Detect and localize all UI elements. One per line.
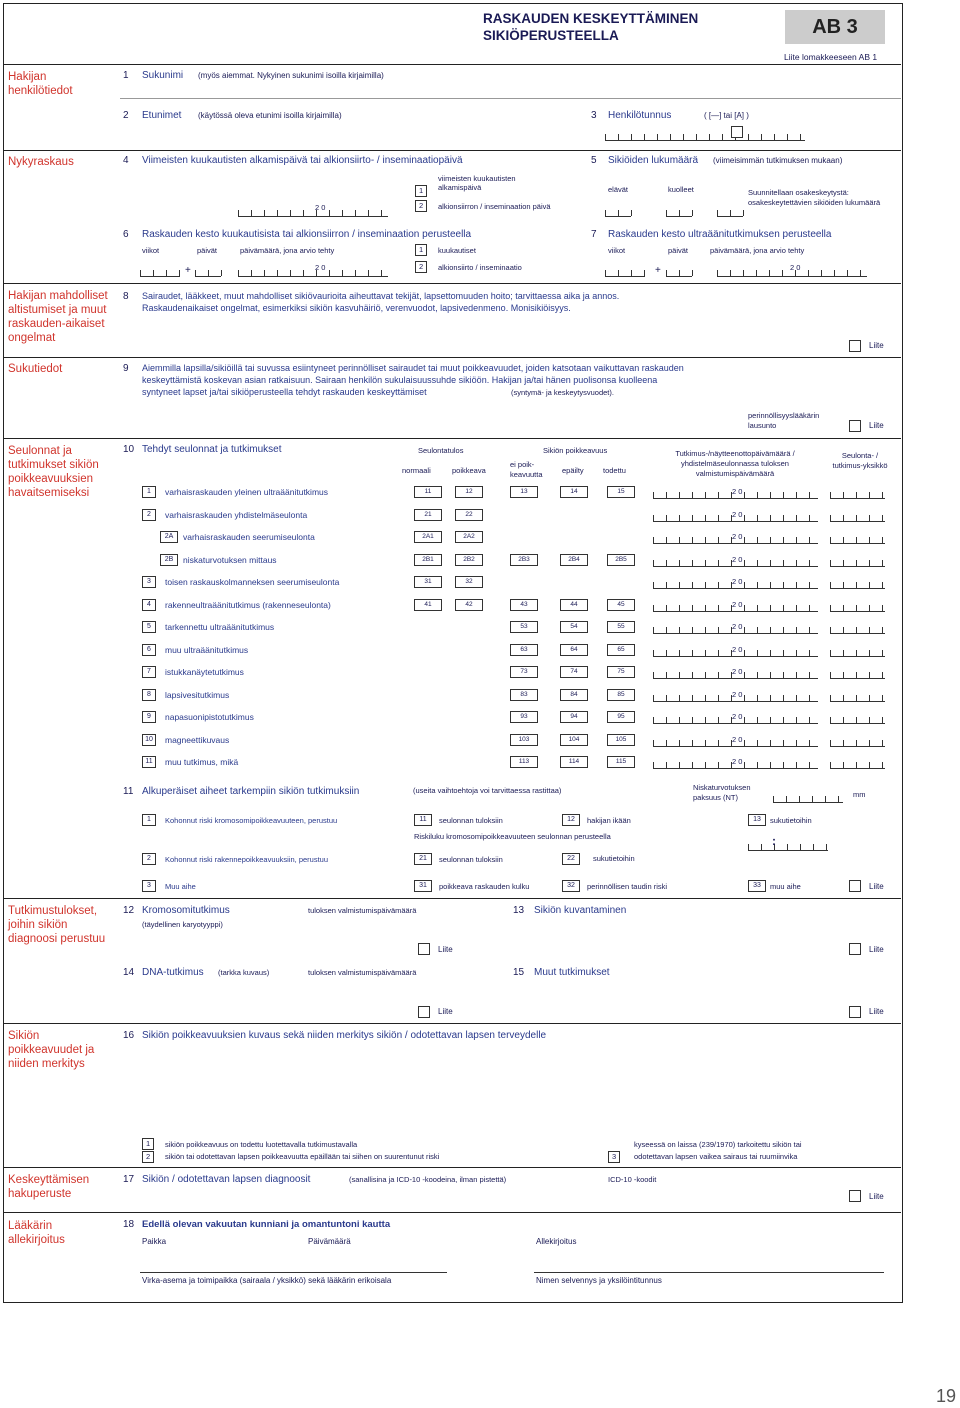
- indications-note: (useita vaihtoehtoja voi tarvittaessa rastittaa): [413, 786, 562, 795]
- field-number: 14: [123, 967, 135, 978]
- weeks-label: viikot: [608, 246, 626, 255]
- result-date-label: tuloksen valmistumispäivämäärä: [308, 968, 417, 977]
- indication-13-checkbox[interactable]: 13: [748, 814, 766, 826]
- screening-unit-input[interactable]: [830, 666, 885, 679]
- header-normal: normaali: [402, 466, 431, 475]
- screening-row-number: 11: [142, 756, 156, 768]
- screening-unit-input[interactable]: [830, 621, 885, 634]
- screening-unit-input[interactable]: [830, 756, 885, 769]
- option-code: 2: [419, 201, 424, 210]
- date-estimate-label: päivämäärä, jona arvio tehty: [240, 246, 335, 255]
- field-number: 5: [591, 155, 597, 166]
- us-days-input[interactable]: [666, 264, 692, 277]
- family-text-1: Aiemmilla lapsilla/sikiöillä tai suvussa esiintyneet perinnölliset sairaudet tai muut poikkeavuudet, joiden katsotaan vaikuttavan raskauden: [142, 363, 684, 373]
- option-code: 1: [146, 1139, 151, 1148]
- screening-result-checkbox[interactable]: 73: [510, 666, 538, 678]
- name-label: Nimen selvennys ja yksilöintitunnus: [536, 1276, 662, 1285]
- year-prefix: 2 0: [315, 203, 326, 212]
- screening-unit-input[interactable]: [830, 711, 885, 724]
- duration-option-2-label: alkionsiirto / inseminaatio: [438, 263, 522, 272]
- nt-input[interactable]: [773, 790, 843, 803]
- chromosome-sub: (täydellinen karyotyyppi): [142, 920, 223, 929]
- option-code: 2: [419, 262, 424, 271]
- indication-12-checkbox[interactable]: 12: [562, 814, 580, 826]
- field-number: 3: [591, 110, 597, 121]
- field-number: 9: [123, 363, 129, 374]
- screening-result-checkbox[interactable]: 65: [607, 644, 635, 656]
- screening-result-checkbox[interactable]: 13: [510, 486, 538, 498]
- section-results: Tutkimustulokset, joihin sikiön diagnoosi perustuu: [8, 905, 106, 945]
- lmp-option-2-label: alkionsiirron / inseminaation päivä: [438, 202, 551, 211]
- year-prefix: 2 0: [732, 599, 743, 609]
- genetic-statement-label: perinnöllisyyslääkärin lausunto: [748, 411, 820, 430]
- year-prefix: 2 0: [732, 644, 743, 654]
- screening-result-checkbox[interactable]: 104: [560, 734, 588, 746]
- screening-row-label: tarkennettu ultraäänitutkimus: [165, 622, 275, 632]
- screening-result-checkbox[interactable]: 55: [607, 621, 635, 633]
- firstnames-note: (käytössä oleva etunimi isoilla kirjaimilla): [198, 111, 342, 120]
- header-suspected: epäilty: [562, 466, 584, 475]
- imaging-label: Sikiön kuvantaminen: [534, 905, 627, 916]
- family-text-3: syntyneet lapset ja/tai sikiöperusteella tehdyt raskauden keskeyttämiset: [142, 387, 427, 397]
- screening-row-number: 3: [142, 576, 156, 588]
- indication-11-label: seulonnan tuloksiin: [439, 816, 503, 825]
- anomaly-option-3-label-2: odotettavan lapsen vaikea sairaus tai ruumiinvika: [634, 1152, 798, 1161]
- anomaly-option-2-label: sikiön tai odotettavan lapsen poikkeavuutta epäillään tai siihen on suurentunut riski: [165, 1152, 440, 1161]
- icd-label: ICD-10 -koodit: [608, 1175, 657, 1184]
- option-code: 2: [146, 1152, 151, 1161]
- indication-21-label: seulonnan tuloksiin: [439, 855, 503, 864]
- partial-count-input[interactable]: [717, 204, 743, 217]
- screening-row-number: 8: [142, 689, 156, 701]
- indications-attachment-checkbox[interactable]: [849, 880, 861, 892]
- partial-abortion-label: Suunnitellaan osakeskeytystä: osakeskeytettävien sikiöiden lukumäärä: [748, 188, 881, 207]
- screening-unit-input[interactable]: [830, 689, 885, 702]
- form-code: AB 3: [785, 10, 885, 44]
- year-prefix: 2 0: [732, 757, 743, 766]
- screening-row-label: varhaisraskauden yhdistelmäseulonta: [165, 509, 308, 520]
- screening-result-checkbox[interactable]: 94: [560, 711, 588, 723]
- duration-us-label: Raskauden kesto ultraäänitutkimuksen perusteella: [608, 229, 832, 240]
- year-prefix: 2 0: [732, 487, 743, 496]
- diagnoses-note: (sanallisina ja ICD-10 -koodeina, ilman pistettä): [349, 1175, 507, 1184]
- indication-21-checkbox[interactable]: 21: [414, 853, 432, 865]
- nt-label: Niskaturvotuksen paksuus (NT): [693, 783, 751, 802]
- fetus-count-label: Sikiöiden lukumäärä: [608, 155, 699, 166]
- lmp-option-1-label: viimeisten kuukautisten alkamispäivä: [438, 174, 516, 192]
- indication-22-label: sukutietoihin: [593, 854, 635, 863]
- dna-sub: (tarkka kuvaus): [218, 968, 270, 977]
- indication-12-label: hakijan ikään: [587, 816, 631, 825]
- screening-unit-input[interactable]: [830, 599, 885, 612]
- alive-count-input[interactable]: [605, 204, 631, 217]
- header-screening-result: Seulontatulos: [418, 446, 464, 455]
- attachment-label: Liite: [869, 421, 884, 430]
- days-input[interactable]: [195, 264, 221, 277]
- family-text-2: keskeyttämistä koskevan asian ratkaisuun. Sairaan henkilön sukulaisuussuhde sikiöön. Hakijan ja/tai hänen puolisonsa kuolleena: [142, 375, 658, 385]
- plus-sign: +: [185, 265, 191, 276]
- screening-result-checkbox[interactable]: 45: [607, 599, 635, 611]
- screening-row-label: istukkanäytetutkimus: [165, 667, 244, 677]
- field-number: 4: [123, 155, 129, 166]
- section-grounds: Keskeyttämisen hakuperuste: [8, 1174, 90, 1200]
- screening-unit-input[interactable]: [830, 734, 885, 747]
- year-prefix: 2 0: [732, 622, 743, 631]
- estimate-date-input[interactable]: [238, 264, 388, 277]
- screening-result-checkbox[interactable]: 11: [414, 486, 442, 498]
- indication-13-label: sukutietoihin: [770, 816, 812, 825]
- year-prefix: 2 0: [315, 263, 326, 272]
- diagnoses-attachment-checkbox[interactable]: [849, 1190, 861, 1202]
- screening-result-checkbox[interactable]: 32: [455, 576, 483, 588]
- screening-row-number: 9: [142, 711, 156, 723]
- indication-1-checkbox[interactable]: 1: [142, 814, 156, 826]
- screening-result-checkbox[interactable]: 63: [510, 644, 538, 656]
- field-number: 16: [123, 1030, 135, 1041]
- screening-result-checkbox[interactable]: 43: [510, 599, 538, 611]
- position-line: [140, 1272, 447, 1273]
- other-tests-label: Muut tutkimukset: [534, 967, 610, 978]
- chromosome-attachment-checkbox[interactable]: [418, 943, 430, 955]
- screening-result-checkbox[interactable]: 115: [607, 756, 635, 768]
- indication-3-checkbox[interactable]: 3: [142, 880, 156, 892]
- year-prefix: 2 0: [732, 712, 743, 721]
- screening-result-checkbox[interactable]: 95: [607, 711, 635, 723]
- header-abnormal: poikkeava: [452, 466, 486, 475]
- page-number: 19: [936, 1386, 957, 1406]
- indication-31-label: poikkeava raskauden kulku: [439, 882, 530, 891]
- result-date-label: tuloksen valmistumispäivämäärä: [308, 906, 417, 915]
- field-number: 1: [123, 70, 129, 81]
- attachment-label: Liite: [869, 1192, 884, 1201]
- field-number: 7: [591, 229, 597, 240]
- weeks-label: viikot: [142, 246, 160, 255]
- screening-unit-input[interactable]: [830, 531, 885, 544]
- screening-row-number: 1: [142, 486, 156, 498]
- screening-result-checkbox[interactable]: 2B5: [607, 554, 635, 566]
- screening-unit-input[interactable]: [830, 486, 885, 499]
- indication-3-label: Muu aihe: [165, 882, 196, 891]
- field-number: 12: [123, 905, 135, 916]
- year-prefix: 2 0: [790, 263, 801, 272]
- screening-row-number: 2B: [160, 554, 178, 566]
- screening-result-checkbox[interactable]: 105: [607, 734, 635, 746]
- anomaly-description-label: Sikiön poikkeavuuksien kuvaus sekä niiden merkitys sikiön / odotettavan lapsen terveydelle: [142, 1030, 547, 1041]
- dead-count-input[interactable]: [666, 204, 692, 217]
- section-exposures: Hakijan mahdolliset altistumiset ja muut raskauden-aikaiset ongelmat: [8, 290, 108, 344]
- section-current-pregnancy: Nykyraskaus: [8, 156, 74, 168]
- plus-sign: +: [655, 265, 661, 276]
- exposures-text-2: Raskaudenaikaiset ongelmat, esimerkiksi sikiön kasvuhäiriö, verenvuodot, lapsivedenmeno. Monisikiöisyys.: [142, 303, 571, 313]
- form-title-1: RASKAUDEN KESKEYTTÄMINEN: [483, 11, 699, 26]
- screening-result-checkbox[interactable]: 31: [414, 576, 442, 588]
- risk-label: Riskiluku kromosomipoikkeavuuteen seulonnan perusteella: [414, 832, 611, 841]
- dna-label: DNA-tutkimus: [142, 967, 204, 978]
- screening-unit-input[interactable]: [830, 644, 885, 657]
- indication-31-checkbox[interactable]: 31: [414, 880, 432, 892]
- screenings-label: Tehdyt seulonnat ja tutkimukset: [142, 444, 282, 455]
- family-attachment-checkbox[interactable]: [849, 420, 861, 432]
- attachment-label: Liite: [438, 1007, 453, 1016]
- field-number: 10: [123, 444, 135, 455]
- screening-result-checkbox[interactable]: 2A1: [414, 531, 442, 543]
- screening-row-label: toisen raskauskolmanneksen seerumiseulonta: [165, 577, 340, 587]
- firstnames-label: Etunimet: [142, 110, 182, 121]
- ssn-separator-box[interactable]: [731, 126, 743, 138]
- screening-result-checkbox[interactable]: 2B3: [510, 554, 538, 566]
- section-signature: Lääkärin allekirjoitus: [8, 1220, 65, 1246]
- year-prefix: 2 0: [732, 509, 743, 519]
- ssn-note: ( [—] tai [A] ): [704, 111, 749, 120]
- screening-row-label: rakenneultraäänitutkimus (rakenneseulonta): [165, 599, 331, 610]
- screening-result-checkbox[interactable]: 12: [455, 486, 483, 498]
- diagnoses-label: Sikiön / odotettavan lapsen diagnoosit: [142, 1174, 311, 1185]
- exposures-text-1: Sairaudet, lääkkeet, muut mahdolliset sikiövaurioita aiheuttavat tekijät, lapsettomuuden hoito; tarvittaessa aika ja annos.: [142, 291, 620, 301]
- lmp-date-input[interactable]: [238, 204, 388, 217]
- header-date: Tutkimus-/näytteenottopäivämäärä / yhdistelmäseulonnassa tuloksen valmistumispäivämäärä: [675, 449, 795, 478]
- screening-row-number: 5: [142, 621, 156, 633]
- screening-row-number: 2A: [160, 531, 178, 543]
- dna-attachment-checkbox[interactable]: [418, 1006, 430, 1018]
- field-number: 8: [123, 291, 129, 302]
- screening-result-checkbox[interactable]: 14: [560, 486, 588, 498]
- field-number: 15: [513, 967, 525, 978]
- attachment-label: Liite: [438, 945, 453, 954]
- indication-2-checkbox[interactable]: 2: [142, 853, 156, 865]
- screening-result-checkbox[interactable]: 54: [560, 621, 588, 633]
- other-tests-attachment-checkbox[interactable]: [849, 1006, 861, 1018]
- anomaly-option-3-label-1: kyseessä on laissa (239/1970) tarkoitettu sikiön tai: [634, 1140, 802, 1149]
- year-prefix: 2 0: [732, 532, 743, 541]
- field-number: 17: [123, 1174, 135, 1185]
- header-confirmed: todettu: [603, 466, 626, 475]
- indication-33-checkbox[interactable]: 33: [748, 880, 766, 892]
- ssn-input[interactable]: [605, 128, 805, 141]
- form-attachment-note: Liite lomakkeeseen AB 1: [784, 52, 878, 62]
- screening-row-label: napasuonipistotutkimus: [165, 712, 254, 722]
- screening-result-checkbox[interactable]: 113: [510, 756, 538, 768]
- attachment-label: Liite: [869, 945, 884, 954]
- us-weeks-input[interactable]: [605, 264, 645, 277]
- screening-unit-input[interactable]: [830, 554, 885, 567]
- screening-result-checkbox[interactable]: 44: [560, 599, 588, 611]
- screening-result-checkbox[interactable]: 22: [455, 509, 483, 521]
- imaging-attachment-checkbox[interactable]: [849, 943, 861, 955]
- screening-row-number: 4: [142, 599, 156, 611]
- screening-row-label: magneettikuvaus: [165, 734, 230, 745]
- screening-row-number: 2: [142, 509, 156, 521]
- screening-result-checkbox[interactable]: 42: [455, 599, 483, 611]
- year-prefix: 2 0: [732, 734, 743, 744]
- indication-32-label: perinnöllisen taudin riski: [587, 882, 668, 891]
- signature-label: Allekirjoitus: [536, 1237, 577, 1246]
- screening-result-checkbox[interactable]: 64: [560, 644, 588, 656]
- screening-result-checkbox[interactable]: 2A2: [455, 531, 483, 543]
- surname-label: Sukunimi: [142, 70, 184, 81]
- risk-colon: :: [772, 834, 776, 848]
- section-applicant: Hakijan henkilötiedot: [8, 71, 73, 97]
- screening-row-label: varhaisraskauden yleinen ultraäänitutkimus: [165, 487, 329, 497]
- family-note: (syntymä- ja keskeytysvuodet).: [511, 388, 614, 397]
- section-family-history: Sukutiedot: [8, 363, 63, 375]
- anomaly-option-1-label: sikiön poikkeavuus on todettu luotettavalla tutkimustavalla: [165, 1140, 358, 1149]
- signature-declaration: Edellä olevan vakuutan kunniani ja omantuntoni kautta: [142, 1219, 391, 1230]
- surname-note: (myös aiemmat. Nykyinen sukunimi isoilla kirjaimilla): [198, 71, 384, 80]
- ssn-label: Henkilötunnus: [608, 110, 672, 121]
- dead-label: kuolleet: [668, 185, 694, 194]
- section-anomalies: Sikiön poikkeavuudet ja niiden merkitys: [8, 1030, 95, 1070]
- screening-result-checkbox[interactable]: 15: [607, 486, 635, 498]
- indication-32-checkbox[interactable]: 32: [562, 880, 580, 892]
- field-number: 11: [123, 786, 134, 797]
- nt-unit: mm: [853, 790, 866, 799]
- fetus-count-note: (viimeisimmän tutkimuksen mukaan): [713, 156, 843, 165]
- form-title-2: SIKIÖPERUSTEELLA: [483, 28, 619, 43]
- screening-result-checkbox[interactable]: 83: [510, 689, 538, 701]
- section-screenings: Seulonnat ja tutkimukset sikiön poikkeavuuksien havaitsemiseksi: [8, 445, 99, 499]
- screening-result-checkbox[interactable]: 85: [607, 689, 635, 701]
- name-line: [534, 1272, 884, 1273]
- alive-label: elävät: [608, 185, 629, 194]
- field-number: 6: [123, 229, 129, 240]
- screening-row-number: 6: [142, 644, 156, 656]
- exposures-attachment-checkbox[interactable]: [849, 340, 861, 352]
- year-prefix: 2 0: [732, 577, 743, 586]
- date-label: Päivämäärä: [308, 1237, 351, 1246]
- indication-11-checkbox[interactable]: 11: [414, 814, 432, 826]
- lmp-label: Viimeisten kuukautisten alkamispäivä tai alkionsiirto- / inseminaatiopäivä: [142, 155, 463, 166]
- screening-result-checkbox[interactable]: 2B1: [414, 554, 442, 566]
- header-fetal-anomaly: Sikiön poikkeavuus: [543, 446, 608, 455]
- indication-22-checkbox[interactable]: 22: [562, 853, 580, 865]
- position-label: Virka-asema ja toimipaikka (sairaala / yksikkö) sekä lääkärin erikoisala: [142, 1276, 392, 1285]
- screening-result-checkbox[interactable]: 84: [560, 689, 588, 701]
- screening-result-checkbox[interactable]: 75: [607, 666, 635, 678]
- place-label: Paikka: [142, 1237, 167, 1246]
- attachment-label: Liite: [869, 1007, 884, 1016]
- field-number: 2: [123, 110, 129, 121]
- option-code: 1: [419, 186, 424, 195]
- option-code: 3: [612, 1152, 617, 1161]
- duration-option-1-label: kuukautiset: [438, 246, 476, 255]
- screening-result-checkbox[interactable]: 2B2: [455, 554, 483, 566]
- screening-row-number: 7: [142, 666, 156, 678]
- risk-input[interactable]: [748, 838, 828, 851]
- screening-row-label: muu ultraäänitutkimus: [165, 644, 249, 655]
- duration-lmp-label: Raskauden kesto kuukautisista tai alkionsiirron / inseminaation perusteella: [142, 229, 472, 240]
- screening-row-label: varhaisraskauden seerumiseulonta: [183, 532, 315, 542]
- option-code: 1: [419, 245, 424, 254]
- year-prefix: 2 0: [732, 667, 743, 676]
- date-estimate-label: päivämäärä, jona arvio tehty: [710, 246, 805, 255]
- indication-1-label: Kohonnut riski kromosomipoikkeavuuteen, perustuu: [165, 816, 338, 825]
- weeks-input[interactable]: [140, 264, 180, 277]
- attachment-label: Liite: [869, 882, 884, 891]
- header-no-anomaly: ei poik-keavuutta: [510, 460, 543, 479]
- screening-result-checkbox[interactable]: 93: [510, 711, 538, 723]
- screening-row-label: lapsivesitutkimus: [165, 689, 230, 700]
- screening-result-checkbox[interactable]: 21: [414, 509, 442, 521]
- screening-unit-input[interactable]: [830, 576, 885, 589]
- screening-unit-input[interactable]: [830, 509, 885, 522]
- header-unit: Seulonta- / tutkimus-yksikkö: [832, 451, 888, 470]
- indications-label: Alkuperäiset aiheet tarkempiin sikiön tutkimuksiin: [142, 786, 360, 797]
- screening-result-checkbox[interactable]: 41: [414, 599, 442, 611]
- indication-2-label: Kohonnut riski rakennepoikkeavuuksiin, perustuu: [165, 855, 329, 864]
- screening-result-checkbox[interactable]: 2B4: [560, 554, 588, 566]
- screening-row-label: niskaturvotuksen mittaus: [183, 554, 277, 565]
- days-label: päivät: [197, 246, 218, 255]
- year-prefix: 2 0: [732, 689, 743, 699]
- screening-row-number: 10: [142, 734, 156, 746]
- indication-33-label: muu aihe: [770, 882, 801, 891]
- screening-result-checkbox[interactable]: 74: [560, 666, 588, 678]
- attachment-label: Liite: [869, 341, 884, 350]
- field-number: 13: [513, 905, 525, 916]
- field-number: 18: [123, 1219, 135, 1230]
- screening-result-checkbox[interactable]: 114: [560, 756, 588, 768]
- screening-result-checkbox[interactable]: 103: [510, 734, 538, 746]
- screening-row-label: muu tutkimus, mikä: [165, 757, 239, 767]
- chromosome-label: Kromosomitutkimus: [142, 905, 230, 916]
- year-prefix: 2 0: [732, 554, 743, 564]
- days-label: päivät: [668, 246, 689, 255]
- screening-result-checkbox[interactable]: 53: [510, 621, 538, 633]
